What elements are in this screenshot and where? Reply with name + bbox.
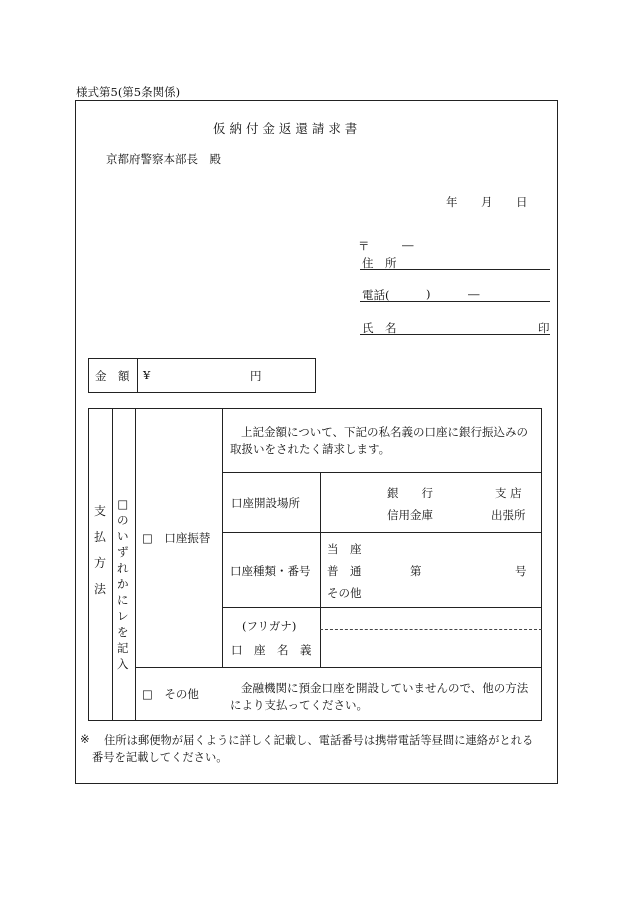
account-type-other[interactable]: その他 [327,586,362,600]
address-field[interactable] [360,269,550,270]
name-label: 氏 名 [362,321,397,335]
postal-mark: 〒 [358,239,370,253]
furigana-label: (フリガナ) [242,619,297,633]
note-mark: ※ [80,732,90,746]
payment-method-label [94,498,106,602]
furigana-dashed-line [320,629,542,630]
instruction-char: い [117,529,129,543]
instruction-char: の [117,513,129,527]
date-month[interactable]: 月 [481,195,493,209]
instruction-char: 入 [117,657,129,671]
branch-label[interactable]: 支 店 [495,486,522,500]
phone-field[interactable] [360,301,550,302]
payment-method-char: 払 [94,530,107,544]
payment-col-divider-2 [135,408,136,721]
bank-label[interactable]: 銀 行 [387,486,433,500]
name-field[interactable] [360,334,550,335]
instruction-char: レ [117,609,129,623]
account-number-prefix: 第 [410,564,422,578]
form-number: 様式第5(第5条関係) [76,85,181,99]
instruction-char: 記 [117,641,129,655]
payment-col-divider-4 [320,472,321,667]
transfer-text-line2: 取扱いをされたく請求します。 [230,442,391,456]
instruction-char: ず [117,545,129,559]
sub-branch-label[interactable]: 出張所 [491,508,526,522]
account-type-label: 口座種類・番号 [230,564,311,578]
instruction-char: を [117,625,129,639]
account-number-suffix: 号 [515,564,527,578]
row-divider-4 [135,667,542,668]
address-label: 住 所 [362,256,397,270]
note-line2: 番号を記載してください。 [92,751,228,764]
account-name-field[interactable] [322,632,540,665]
instruction-char: に [117,593,129,607]
amount-label: 金 額 [95,369,130,383]
date-year[interactable]: 年 [446,195,458,209]
account-name-label: 口 座 名 義 [231,643,312,657]
other-text-line1: 金融機関に預金口座を開設していませんので、他の方法 [241,681,529,695]
row-divider-1 [222,472,542,473]
addressee: 京都府警察本部長 殿 [106,152,221,166]
instruction-char: れ [117,561,129,575]
other-option-checkbox[interactable]: □ その他 [142,687,199,701]
instruction-label [117,496,129,672]
phone-dash: ― [468,287,480,301]
credit-union-label[interactable]: 信用金庫 [387,508,433,522]
note-line1: 住所は郵便物が届くように詳しく記載し、電話番号は携帯電話等昼間に連絡がとれる [104,734,534,747]
payment-col-divider-1 [112,408,113,721]
transfer-option-checkbox[interactable]: □ 口座振替 [142,531,211,545]
account-location-label: 口座開設場所 [231,496,300,510]
row-divider-3 [222,607,542,608]
furigana-field[interactable] [322,611,540,627]
account-type-current[interactable]: 当 座 [327,542,362,556]
instruction-char: か [117,577,129,591]
payment-method-char: 法 [94,582,107,596]
yen-mark[interactable]: ¥ [143,368,151,382]
payment-col-divider-3 [222,408,223,667]
account-type-ordinary[interactable]: 普 通 [327,564,362,578]
payment-method-char: 支 [94,504,107,518]
other-text-line2: により支払ってください。 [230,698,368,712]
row-divider-2 [222,532,542,533]
seal-mark: 印 [538,321,550,335]
transfer-text-line1: 上記金額について、下記の私名義の口座に銀行振込みの [241,425,529,439]
instruction-char: □ [117,497,129,511]
payment-method-char: 方 [94,556,107,570]
amount-divider [137,358,138,393]
date-day[interactable]: 日 [516,195,528,209]
form-title: 仮 納 付 金 返 還 請 求 書 [213,121,358,136]
phone-close: ) [426,287,431,301]
postal-dash: ― [402,238,414,252]
phone-label: 電話( [362,288,390,302]
amount-unit: 円 [250,369,262,383]
